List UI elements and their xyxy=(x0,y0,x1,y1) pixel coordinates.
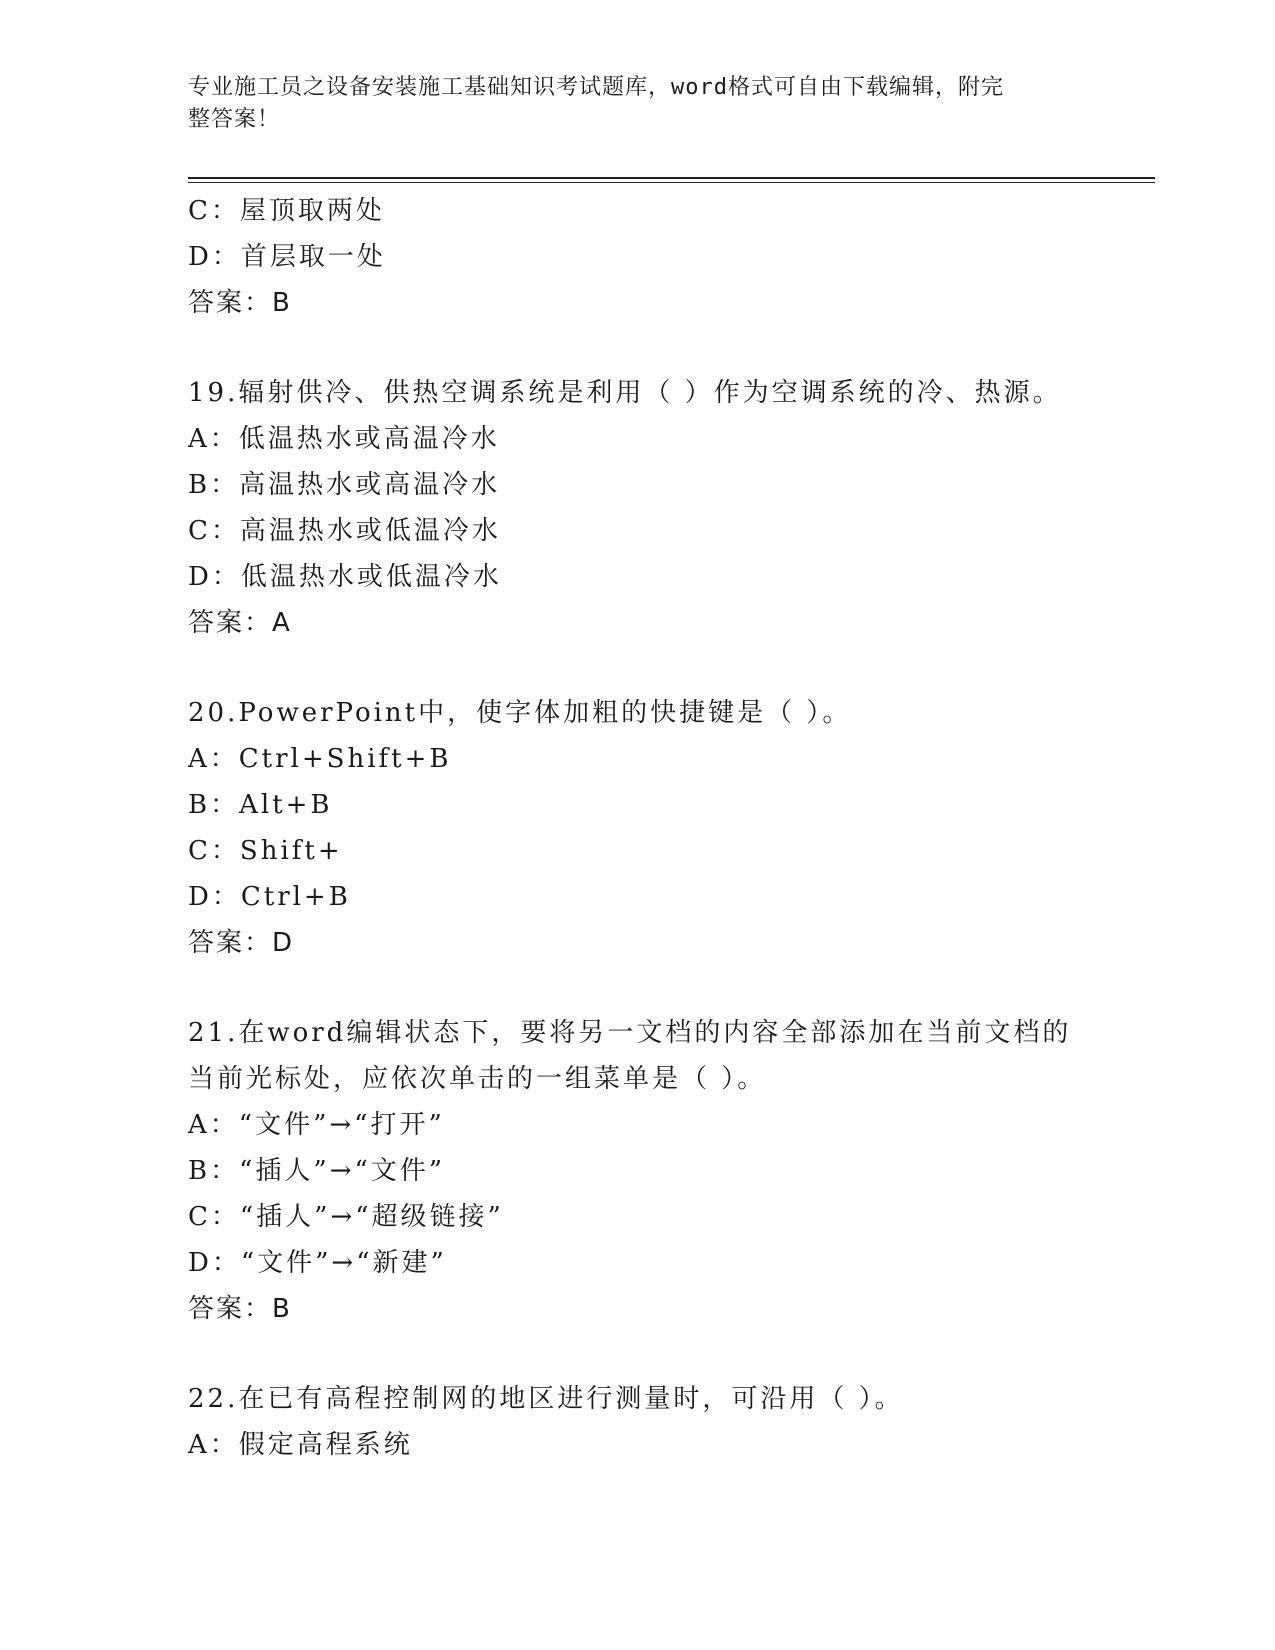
option-a: A：“文件”→“打开” xyxy=(188,1110,445,1140)
option-d: D：Ctrl+B xyxy=(188,882,351,912)
question-21 xyxy=(188,1010,1108,1332)
spacer xyxy=(188,966,1108,1010)
header-line-2: 整答案！ xyxy=(188,107,281,132)
header-divider-thick xyxy=(188,177,1155,179)
question-stem-line-1: 21.在word编辑状态下，要将另一文档的内容全部添加在当前文档的 xyxy=(188,1018,1072,1048)
answer-label: 答案：A xyxy=(188,608,292,638)
option-a: A：Ctrl+Shift+B xyxy=(188,744,452,774)
option-d: D：首层取一处 xyxy=(188,242,386,272)
option-c: C：Shift+ xyxy=(188,836,343,866)
header-line-1: 专业施工员之设备安装施工基础知识考试题库，word格式可自由下载编辑，附完 xyxy=(188,75,1004,100)
question-20 xyxy=(188,690,1108,966)
question-stem: 20.PowerPoint中，使字体加粗的快捷键是（ ）。 xyxy=(188,698,852,728)
question-19 xyxy=(188,370,1108,646)
document-header xyxy=(188,72,1088,136)
spacer xyxy=(188,646,1108,690)
option-c: C：“插人”→“超级链接” xyxy=(188,1202,504,1232)
option-b: B：Alt+B xyxy=(188,790,333,820)
option-b: B：“插人”→“文件” xyxy=(188,1156,446,1186)
answer-label: 答案：D xyxy=(188,928,295,958)
question-stem: 19.辐射供冷、供热空调系统是利用（ ）作为空调系统的冷、热源。 xyxy=(188,378,1062,408)
option-c: C：高温热水或低温冷水 xyxy=(188,516,501,546)
answer-label: 答案：B xyxy=(188,288,292,318)
option-c: C：屋顶取两处 xyxy=(188,196,385,226)
question-22 xyxy=(188,1376,1108,1468)
question-18-tail xyxy=(188,188,1108,326)
option-b: B：高温热水或高温冷水 xyxy=(188,470,501,500)
option-d: D：“文件”→“新建” xyxy=(188,1248,447,1278)
answer-label: 答案：B xyxy=(188,1294,292,1324)
option-a: A：假定高程系统 xyxy=(188,1430,413,1460)
option-d: D：低温热水或低温冷水 xyxy=(188,562,502,592)
spacer xyxy=(188,1332,1108,1376)
spacer xyxy=(188,326,1108,370)
question-stem-line-2: 当前光标处，应依次单击的一组菜单是（ ）。 xyxy=(188,1064,767,1094)
document-body xyxy=(188,188,1108,1468)
header-divider-thin xyxy=(188,182,1155,183)
question-stem: 22.在已有高程控制网的地区进行测量时，可沿用（ ）。 xyxy=(188,1384,904,1414)
option-a: A：低温热水或高温冷水 xyxy=(188,424,500,454)
